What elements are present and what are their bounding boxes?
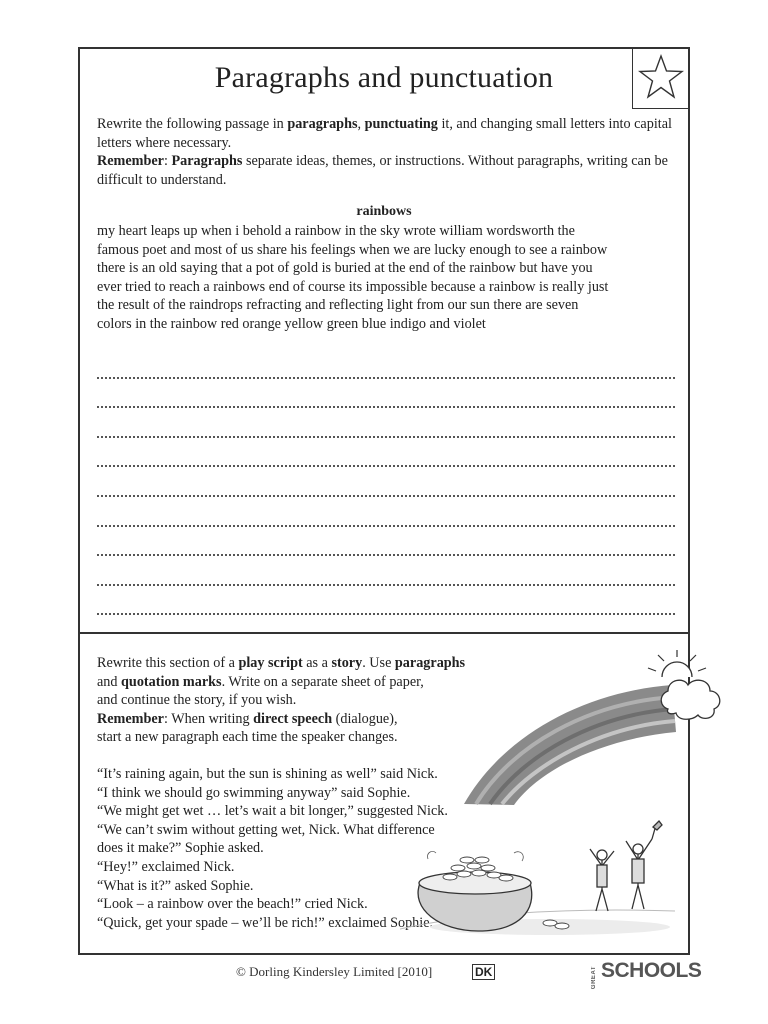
dialogue-line: “Quick, get your spade – we’ll be rich!” exclaimed Sophie. — [97, 914, 434, 931]
passage-line: the result of the raindrops refracting and reflecting light from our sun there are seven — [97, 297, 579, 314]
footer — [0, 959, 768, 990]
writing-lines — [97, 349, 675, 615]
dialogue-line: “Look – a rainbow over the beach!” cried Nick. — [97, 896, 368, 913]
emphasis-text: direct speech — [253, 710, 333, 727]
writing-line — [97, 349, 675, 379]
passage-line: my heart leaps up when i behold a rainbow in the sky wrote william wordsworth the — [97, 223, 575, 239]
emphasis-text: punctuating — [364, 116, 438, 132]
logo-great-text: GREAT — [591, 966, 597, 990]
dialogue-line: “We can’t swim without getting wet, Nick. What difference — [97, 821, 435, 838]
passage-line: ever tried to reach a rainbows end of course its impossible because a rainbow is really just — [97, 278, 609, 295]
dk-logo: DK — [472, 964, 495, 980]
emphasis-text: paragraphs — [394, 655, 466, 671]
instruction-text: Rewrite this section of a — [97, 655, 239, 671]
emphasis-text: Remember — [97, 710, 164, 727]
passage-text — [97, 222, 682, 334]
emphasis-text: paragraphs — [287, 116, 358, 132]
instruction-text: . Write on a separate sheet of paper, — [221, 673, 424, 690]
writing-line — [97, 438, 675, 468]
dialogue-line: “Hey!” exclaimed Nick. — [97, 858, 235, 875]
passage-line: colors in the rainbow red orange yellow green blue indigo and violet — [97, 315, 486, 332]
instruction-text: Rewrite the following passage in — [97, 116, 288, 132]
dialogue-line: “What is it?” asked Sophie. — [97, 877, 254, 894]
dialogue-line: “We might get wet … let’s wait a bit longer,” suggested Nick. — [97, 803, 448, 820]
logo-schools-text: SCHOOLS — [601, 959, 702, 982]
emphasis-text: Paragraphs — [171, 153, 243, 170]
writing-line — [97, 556, 675, 586]
instruction-text: separate ideas, themes, or instructions. Without paragraphs, writing can be difficult to understand. — [97, 153, 668, 188]
dialogue-line: “It’s raining again, but the sun is shining as well” said Nick. — [97, 766, 438, 782]
star-badge — [632, 49, 688, 109]
section2-instructions — [97, 654, 497, 747]
emphasis-text: story — [331, 655, 363, 671]
instruction-text: it, and changing small letters into capital letters where necessary. — [97, 116, 672, 151]
page-title: Paragraphs and punctuation — [214, 61, 554, 94]
section-divider — [80, 632, 688, 634]
instruction-text: . Use — [362, 655, 395, 671]
pot-of-gold-children-illustration — [400, 819, 680, 939]
instruction-text: , — [357, 116, 365, 132]
emphasis-text: Remember — [97, 153, 164, 170]
writing-line — [97, 467, 675, 497]
instruction-text: and continue the story, if you wish. — [97, 692, 297, 709]
worksheet — [78, 47, 690, 955]
instruction-text: : When writing — [163, 710, 254, 727]
star-outline-icon — [637, 53, 685, 101]
writing-line — [97, 527, 675, 557]
writing-line — [97, 408, 675, 438]
copyright-text: © Dorling Kindersley Limited [2010] — [236, 964, 433, 979]
instruction-text: as a — [302, 655, 332, 671]
instruction-text: start a new paragraph each time the speaker changes. — [97, 729, 398, 746]
instruction-text: and — [97, 673, 122, 690]
dialogue-line: “I think we should go swimming anyway” said Sophie. — [97, 784, 411, 801]
emphasis-text: quotation marks — [121, 673, 222, 690]
emphasis-text: play script — [238, 655, 303, 671]
section1-instructions — [97, 115, 677, 189]
dialogue-line: does it make?” Sophie asked. — [97, 840, 264, 857]
instruction-text: : — [163, 153, 172, 170]
writing-line — [97, 379, 675, 409]
passage-line: there is an old saying that a pot of gold is buried at the end of the rainbow but have you — [97, 260, 593, 277]
instruction-text: (dialogue), — [332, 710, 398, 727]
writing-line — [97, 586, 675, 616]
passage-line: famous poet and most of us share his feelings when we are lucky enough to see a rainbow — [97, 241, 608, 258]
writing-line — [97, 497, 675, 527]
passage-title: rainbows — [356, 204, 412, 219]
